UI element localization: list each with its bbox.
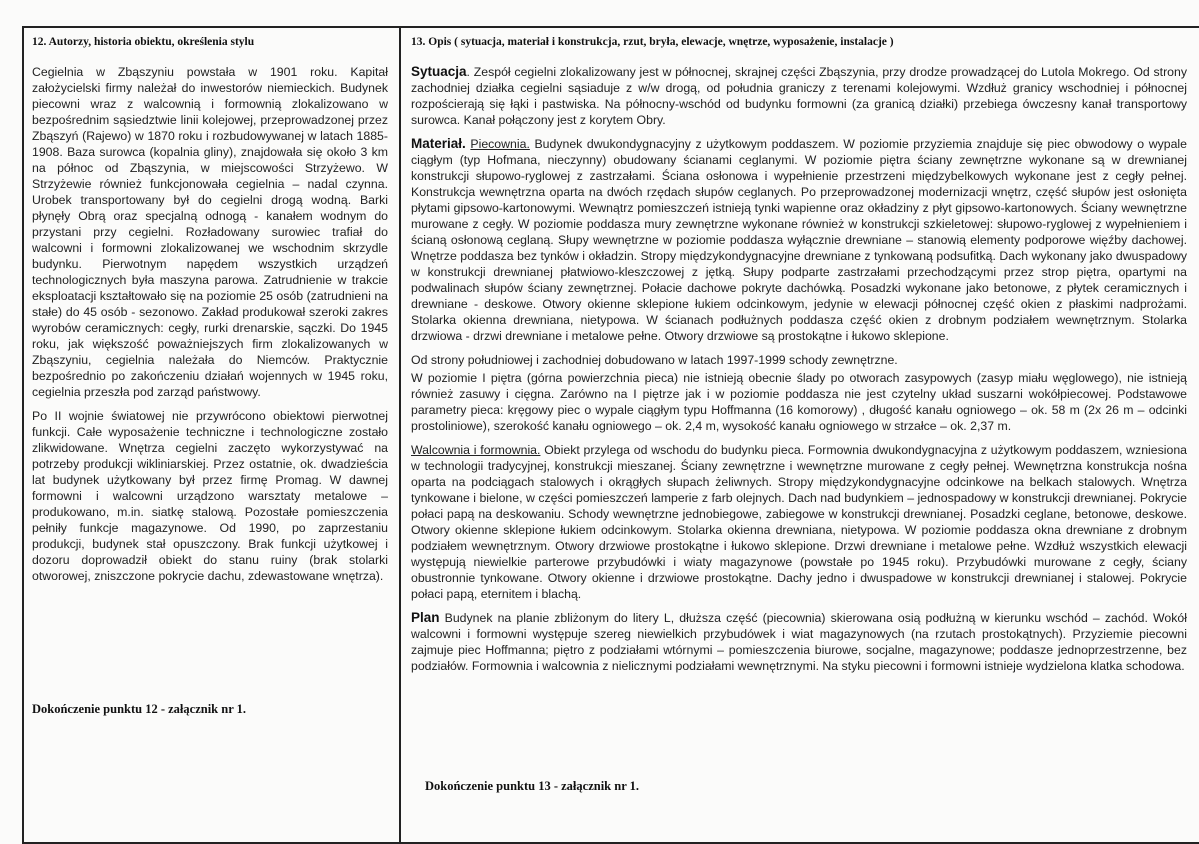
- section-13-heading: 13. Opis ( sytuacja, materiał i konstrukcja, rzut, bryła, elewacje, wnętrze, wyposażenie, instalacje ): [411, 36, 894, 48]
- walcownia-paragraph: [411, 442, 1187, 602]
- pietro-paragraph: W poziomie I piętra (górna powierzchnia pieca) nie istnieją obecnie ślady po otworach zasypowych (zasyp miału węglowego), nie istnieją również zasuwy i cięgna. Zarówno na I piętrze jak i w poziomie poddasza nie jest czytelny układ suszarni wokółpiecowej. Podstawowe parametry pieca: kręgowy piec o wypale ciągłym typu Hoffmanna (16 komorowy) , długość kanału ogniowego – ok. 58 m (2x 26 m – odcinki prostoliniowe), szerokość kanału ogniowego – ok. 2,4 m, wysokość kanału ogniowego w strzałce – ok. 2,37 m.: [411, 371, 1187, 433]
- left-column: [22, 26, 401, 844]
- section-13-footer: Dokończenie punktu 13 - załącznik nr 1.: [425, 779, 640, 793]
- material-paragraph: [411, 136, 1187, 344]
- plan-text: Budynek na planie zbliżonym do litery L, dłuższa część (piecownia) skierowana osią podłużną w kierunku wschód – zachód. Wokół walcowni i formowni występuje szereg niewielkich przybudówek i wiat magazynowych (na rzutach prostokątnych). Przyziemie piecowni zajmuje piec Hoffmanna; piętro z podziałami wtórnymi – pomieszczenia biurowe, socjalne, magazynowe; poddasze jednoprzestrzenne, bez podziałów. Formownia i walcownia z nielicznymi podziałami wewnętrznymi. Na styku piecowni i formowni istnieje wydzielona klatka schodowa.: [411, 611, 1187, 673]
- history-paragraph-2: Po II wojnie światowej nie przywrócono obiektowi pierwotnej funkcji. Całe wyposażenie techniczne i technologiczne zostało zlikwidowane. Wnętrza cegielni zaczęto wykorzystywać na potrzeby produkcji wikliniarskiej. Przez ostatnie, ok. dwadzieścia lat budynek użytkowany był przez firmę Promag. W dawnej formowni i walcowni urządzono warsztaty metalowe – produkowano, m.in. siatkę stalową. Pozostałe pomieszczenia pełniły funkcje magazynowe. Od 1990, po zaprzestaniu produkcji, budynek stał opuszczony. Brak funkcji użytkowej i dozoru doprowadził obiekt do stanu ruiny (brak stolarki otworowej, zniszczone pokrycie dachu, zdewastowane wnętrza).: [32, 409, 388, 583]
- section-12-body: [32, 64, 388, 592]
- right-column: [401, 26, 1199, 844]
- plan-label: Plan: [411, 610, 440, 625]
- sytuacja-paragraph: [411, 64, 1187, 128]
- sytuacja-label: Sytuacja: [411, 64, 467, 79]
- walcownia-label: Walcownia i formownia.: [411, 443, 541, 457]
- plan-paragraph: [411, 610, 1187, 674]
- walcownia-text: Obiekt przylega od wschodu do budynku pieca. Formownia dwukondygnacyjna z użytkowym poddaszem, wzniesiona w technologii tradycyjnej, konstrukcji mieszanej. Ściany zewnętrzne i wewnętrzne murowane z cegły pełnej. Wewnętrzna konstrukcja nośna oparta na podciągach stalowych i okrągłych słupach żeliwnych. Stropy międzykondygnacyjne odcinkowe na belkach stalowych. Wnętrza tynkowane i bielone, w części pomieszczeń lamperie z farb olejnych. Dach nad budynkiem – jednospadowy w konstrukcji drewnianej. Pokrycie połaci papą na deskowaniu. Schody wewnętrzne jednobiegowe, zabiegowe w konstrukcji drewnianej. Posadzki ceglane, betonowe, deskowe. Otwory okienne sklepione łukiem odcinkowym. Stolarka okienna drewniana, nietypowa. W poziomie poddasza okna drewniane z drobnym podziałem wewnętrznym. Otwory drzwiowe prostokątne i łukowo sklepione. Drzwi drewniane i metalowe pełne. Wzdłuż wszystkich elewacji występują niewielkie parterowe przybudówki i wiaty magazynowe (powstałe po 1945 roku). Przybudówki murowane z cegły, ściany obustronnie tynkowane. Otwory okienne i drzwiowe prostokątne. Dachy jedno i dwuspadowe w konstrukcji drewnianej i stalowej. Pokrycie połaci papą, eternitem i blachą.: [411, 443, 1188, 601]
- section-12-heading: 12. Autorzy, historia obiektu, określenia stylu: [32, 36, 255, 48]
- section-13-body: [411, 64, 1187, 682]
- dobudowano-paragraph: Od strony południowej i zachodniej dobudowano w latach 1997-1999 schody zewnętrzne.: [411, 353, 898, 367]
- material-label: Materiał.: [411, 136, 466, 151]
- sytuacja-text: . Zespół cegielni zlokalizowany jest w północnej, skrajnej części Zbąszynia, przy drodze prowadzącej do Lutola Mokrego. Od strony zachodniej działka cegielni sąsiaduje z w/w drogą, od południa graniczy z terenami kolejowymi. Wzdłuż granicy wschodniej i północnej rozpościerają się łąki i pastwiska. Na północny-wschód od budynku formowni (za granicą działki) przebiega ówczesny kanał transportowy surowca. Kanał połączony jest z korytem Obry.: [411, 65, 1187, 127]
- piecownia-label: Piecownia.: [470, 137, 530, 151]
- history-paragraph-1: Cegielnia w Zbąszyniu powstała w 1901 roku. Kapitał założycielski firmy należał do inwestorów niemieckich. Budynek piecowni wraz z walcownią i formownią zlokalizowano w bezpośrednim sąsiedztwie linii kolejowej, przeprowadzonej przez Zbąszyń (Rajewo) w 1870 roku i rozbudowywanej w latach 1885-1908. Baza surowca (kopalnia gliny), znajdowała się około 3 km na północ od Zbąszynia, w miejscowości Strzyżewo. W Strzyżewie również funkcjonowała cegielnia – nadal czynna. Urobek transportowany był do cegielni drogą wodną. Barki płynęły Obrą oraz specjalną odnogą - kanałem wodnym do przystani przy cegielni. Rozładowany surowiec trafiał do walcowni i formowni zlokalizowanej we wschodnim skrzydle budynku. Pierwotnym napędem wszystkich urządzeń technologicznych była maszyna parowa. Zatrudnienie w trakcie eksploatacji kształtowało się na poziomie 25 osób (zatrudnieni na stałe) do 45 osób - sezonowo. Zakład produkował szeroki zakres wyrobów ceramicznych: cegły, rurki drenarskie, sączki. Do 1945 roku, jak większość poważniejszych firm zlokalizowanych w Zbąszyniu, cegielnia należała do Niemców. Praktycznie bezpośrednio po zakończeniu działań wojennych w 1945 roku, cegielnia przeszła pod zarząd państwowy.: [32, 65, 388, 399]
- section-12-footer: Dokończenie punktu 12 - załącznik nr 1.: [32, 702, 247, 716]
- material-text: Budynek dwukondygnacyjny z użytkowym poddaszem. W poziomie przyziemia znajduje się piec obwodowy o wypale ciągłym (typ Hofmana, nieczynny) obudowany ścianami ceglanymi. W poziomie piętra ściany zewnętrzne wykonane są w drewnianej konstrukcji słupowo-ryglowej z zastrzałami. Ściana osłonowa i wypełnienie przestrzeni międzybelkowych wykonane jest z cegły pełnej. Konstrukcja wewnętrzna oparta na dwóch rzędach słupów ceglanych. Po przeprowadzonej modernizacji wnętrz, część słupów jest osłonięta płytami gipsowo-kartonowymi. Wewnątrz pomieszczeń istnieją tynki wapienne oraz okładziny z płyt gipsowo-kartonowych. Ściany wewnętrzne murowane z cegły. W poziomie poddasza mury zewnętrzne wykonane również w konstrukcji szkieletowej: słupowo-ryglowej z wypełnieniem i ścianą osłonową ceglaną. Słupy wewnętrzne w poziomie poddasza wyłącznie drewniane – stanowią elementy podporowe więźby dachowej. Wnętrze poddasza bez tynków i okładzin. Stropy międzykondygnacyjne drewniane z tynkowaną podsufitką. Dach wykonany jako dwuspadowy w konstrukcji drewnianej płatwiowo-kleszczowej z jętką. Słupy podparte zastrzałami przechodzącymi przez strop piętra, opartymi na podwalinach słupów ściany zewnętrznej. Połacie dachowe pokryte dachówką. Posadzki wykonane jako betonowe, z płytek ceramicznych i drewniane - deskowe. Otwory okienne sklepione łukiem odcinkowym, jedynie w elewacji północnej część okien z płaskimi nadprożami. Stolarka okienna drewniana, nietypowa. W ścianach podłużnych poddasza część okien z drobnym podziałem wewnętrznym. Stolarka drzwiowa - drzwi drewniane i metalowe pełne. Otwory drzwiowe są prostokątne i łukowo sklepione.: [411, 137, 1187, 343]
